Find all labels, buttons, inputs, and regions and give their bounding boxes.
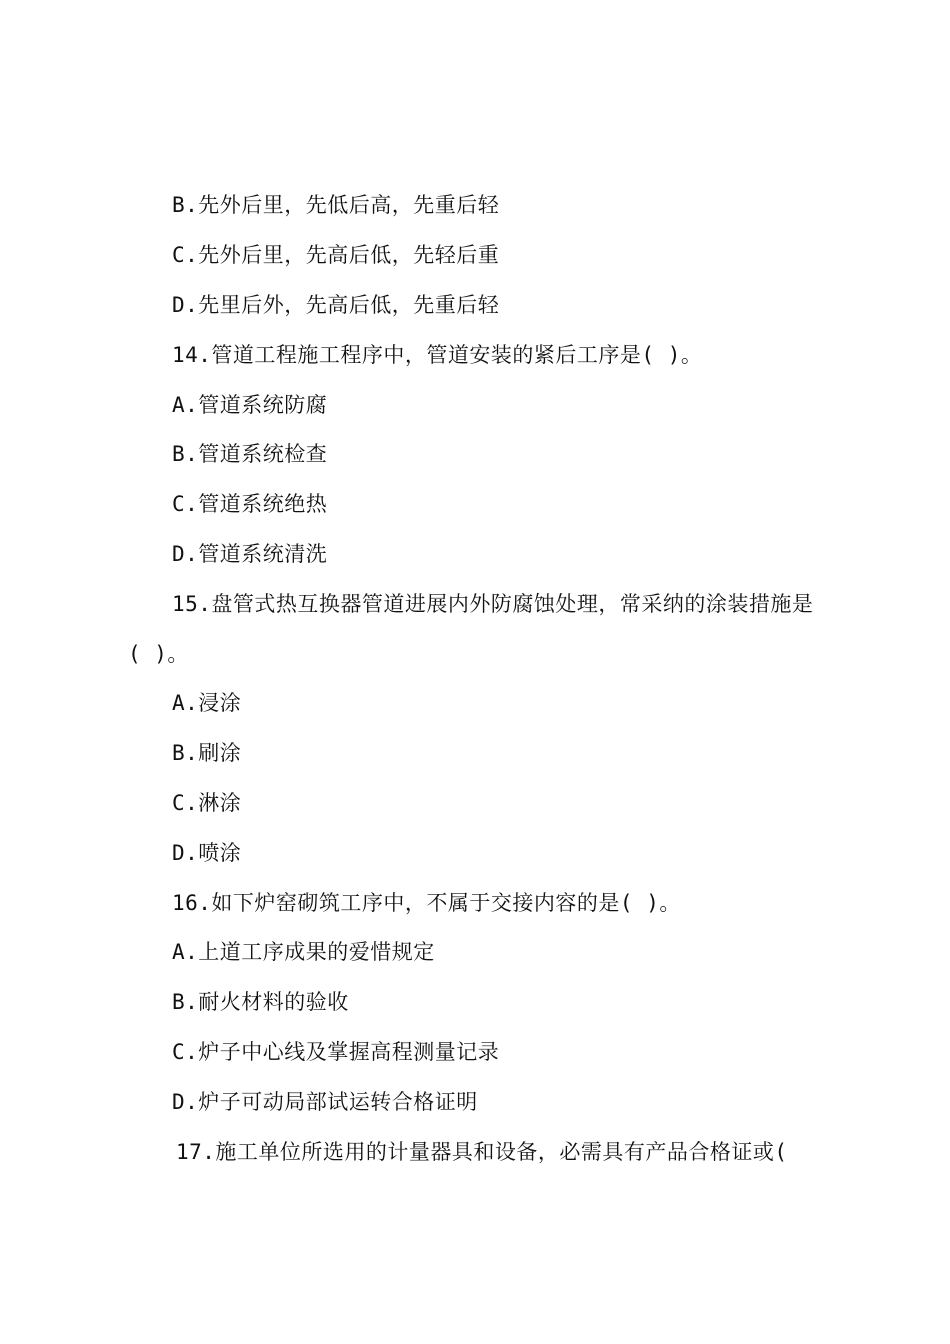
option-b-q16: B.耐火材料的验收 bbox=[172, 990, 349, 1014]
option-d-q15: D.喷涂 bbox=[172, 841, 242, 865]
option-d-q14: D.管道系统清洗 bbox=[172, 542, 328, 566]
question-15-continued: ( )。 bbox=[128, 642, 189, 666]
option-b-q15: B.刷涂 bbox=[172, 741, 242, 765]
option-a-q15: A.浸涂 bbox=[172, 691, 242, 715]
option-a-q14: A.管道系统防腐 bbox=[172, 393, 328, 417]
option-b-q13: B.先外后里，先低后高，先重后轻 bbox=[172, 193, 500, 217]
option-d-q16: D.炉子可动局部试运转合格证明 bbox=[172, 1090, 478, 1114]
option-d-q13: D.先里后外，先高后低，先重后轻 bbox=[172, 293, 500, 317]
question-16: 16.如下炉窑砌筑工序中，不属于交接内容的是( )。 bbox=[172, 891, 681, 915]
question-14: 14.管道工程施工程序中，管道安装的紧后工序是( )。 bbox=[172, 343, 703, 367]
option-c-q13: C.先外后里，先高后低，先轻后重 bbox=[172, 243, 500, 267]
option-c-q14: C.管道系统绝热 bbox=[172, 492, 328, 516]
option-b-q14: B.管道系统检查 bbox=[172, 442, 328, 466]
option-a-q16: A.上道工序成果的爱惜规定 bbox=[172, 940, 435, 964]
question-15: 15.盘管式热互换器管道进展内外防腐蚀处理，常采纳的涂装措施是 bbox=[172, 592, 814, 616]
option-c-q15: C.淋涂 bbox=[172, 791, 242, 815]
question-17: 17.施工单位所选用的计量器具和设备，必需具有产品合格证或( bbox=[176, 1140, 788, 1164]
option-c-q16: C.炉子中心线及掌握高程测量记录 bbox=[172, 1040, 500, 1064]
